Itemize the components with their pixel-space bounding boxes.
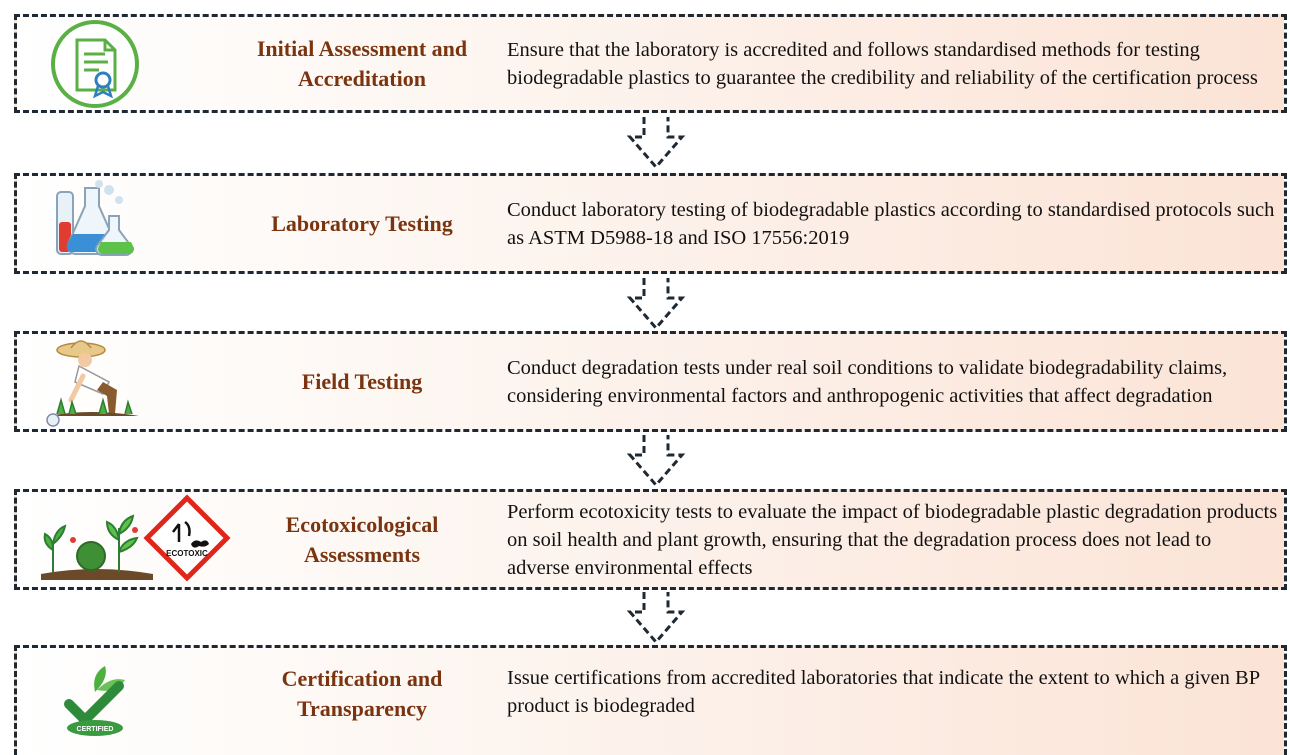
badge-label: CERTIFIED	[76, 726, 114, 733]
step-title	[217, 209, 507, 239]
certified-badge-icon	[39, 662, 239, 738]
step-laboratory-testing	[14, 173, 1287, 274]
down-arrow-icon	[626, 115, 686, 171]
down-arrow-icon	[626, 433, 686, 489]
step-certification-transparency	[14, 645, 1287, 755]
step-title	[217, 34, 507, 94]
step-title	[217, 367, 507, 397]
farmer-planting-icon	[39, 336, 239, 428]
step-description: Conduct degradation tests under real soil conditions to validate biodegradability claims, considering environmental factors and anthropogenic activities that affect degradation	[507, 356, 1228, 407]
lab-flasks-icon	[39, 178, 239, 270]
plants-and-ecotoxic-hazard-icon	[39, 494, 239, 586]
title-line: Laboratory Testing	[271, 210, 453, 236]
title-line: Certification and	[281, 666, 443, 691]
title-line: Transparency	[297, 696, 427, 721]
step-description: Ensure that the laboratory is accredited and follows standardised methods for testing biodegradable plastics to guarantee the credibility and reliability of the certification process	[507, 38, 1258, 89]
step-description: Perform ecotoxicity tests to evaluate the impact of biodegradable plastic degradation products on soil health and plant growth, ensuring that the degradation process does not lead to adverse environmental effects	[507, 500, 1278, 579]
step-description: Conduct laboratory testing of biodegradable plastics according to standardised protocols such as ASTM D5988-18 and ISO 17556:2019	[507, 198, 1275, 249]
step-description: Issue certifications from accredited laboratories that indicate the extent to which a given BP product is biodegraded	[507, 667, 1260, 717]
step-title	[217, 510, 507, 570]
step-ecotoxicological-assessments	[14, 489, 1287, 590]
title-line: Accreditation	[298, 65, 426, 91]
down-arrow-icon	[626, 276, 686, 332]
step-initial-assessment	[14, 14, 1287, 113]
title-line: Assessments	[303, 541, 421, 567]
step-title	[217, 664, 507, 724]
hazard-label: ECOTOXIC	[166, 548, 208, 558]
title-line: Ecotoxicological	[285, 511, 439, 537]
step-field-testing	[14, 331, 1287, 432]
title-line: Field Testing	[301, 368, 423, 394]
down-arrow-icon	[626, 590, 686, 646]
certificate-document-icon	[39, 18, 239, 110]
title-line: Initial Assessment and	[256, 35, 468, 61]
